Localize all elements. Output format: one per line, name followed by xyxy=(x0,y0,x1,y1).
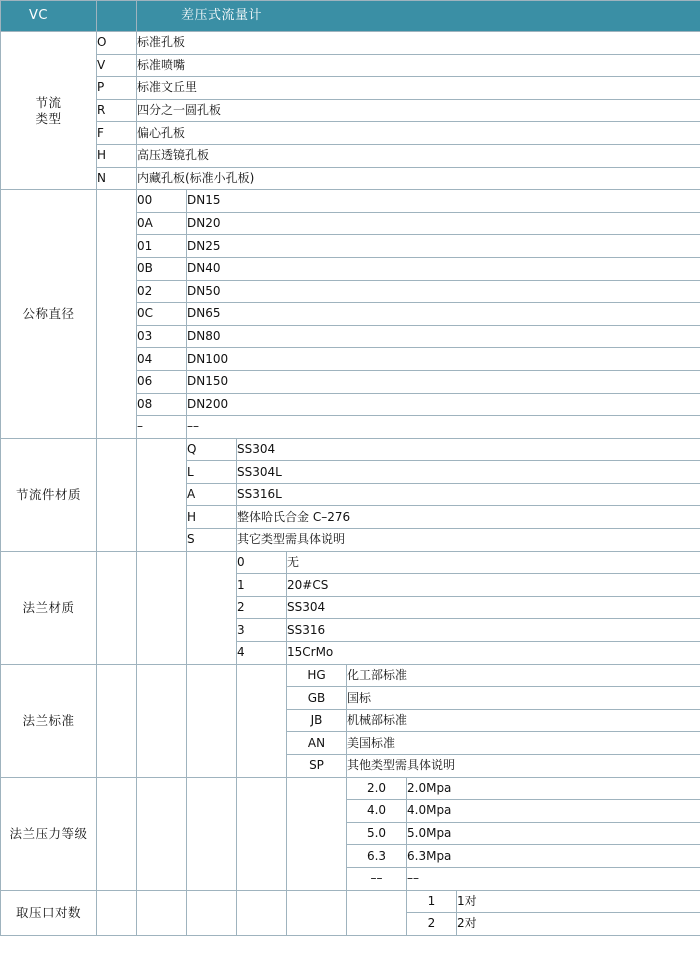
spec-code-cell: R xyxy=(97,99,137,122)
spec-description-cell: DN40 xyxy=(187,257,700,280)
spec-code-cell: HG xyxy=(287,664,347,687)
spec-description-cell: 国标 xyxy=(347,687,700,710)
spec-description-cell: 高压透镜孔板 xyxy=(137,144,700,167)
spec-offset-cell xyxy=(287,890,347,935)
spec-code-cell: – xyxy=(137,416,187,439)
spec-code-cell: S xyxy=(187,529,237,552)
spec-code-cell: AN xyxy=(287,732,347,755)
spec-description-cell: 2.0Mpa xyxy=(407,777,700,800)
spec-group-label-6 xyxy=(1,777,97,890)
spec-group-label-2 xyxy=(1,190,97,439)
spec-description-cell: SS304L xyxy=(237,461,700,484)
spec-description-cell: 20#CS xyxy=(287,574,700,597)
header-model-code: VC xyxy=(1,1,97,32)
spec-code-cell: 08 xyxy=(137,393,187,416)
spec-code-cell: 2 xyxy=(407,913,457,936)
spec-offset-cell xyxy=(187,664,237,777)
spec-description-cell: 4.0Mpa xyxy=(407,800,700,823)
spec-row xyxy=(1,190,700,213)
spec-description-cell: 标准孔板 xyxy=(137,32,700,55)
spec-offset-cell xyxy=(137,551,187,664)
spec-row xyxy=(1,99,700,122)
spec-description-cell: –– xyxy=(407,867,700,890)
spec-offset-cell xyxy=(137,890,187,935)
spec-code-cell: SP xyxy=(287,755,347,778)
spec-code-cell: A xyxy=(187,483,237,506)
spec-description-cell: 其它类型需具体说明 xyxy=(237,529,700,552)
spec-row xyxy=(1,777,700,800)
spec-group-label-5 xyxy=(1,664,97,777)
spec-code-cell: P xyxy=(97,77,137,100)
spec-offset-cell xyxy=(237,664,287,777)
spec-description-cell: 机械部标准 xyxy=(347,709,700,732)
spec-description-cell: –– xyxy=(187,416,700,439)
spec-offset-cell xyxy=(97,777,137,890)
spec-code-cell: 0A xyxy=(137,212,187,235)
spec-offset-cell xyxy=(287,777,347,890)
spec-group-label-line: 法兰材质 xyxy=(22,599,75,615)
spec-group-label-1 xyxy=(1,32,97,190)
spec-description-cell: 美国标准 xyxy=(347,732,700,755)
spec-row xyxy=(1,438,700,461)
spec-code-cell: 3 xyxy=(237,619,287,642)
spec-description-cell: 2对 xyxy=(457,913,700,936)
spec-code-cell: Q xyxy=(187,438,237,461)
spec-code-cell: H xyxy=(187,506,237,529)
spec-description-cell: 标准喷嘴 xyxy=(137,54,700,77)
spec-code-cell: H xyxy=(97,144,137,167)
spec-code-cell: JB xyxy=(287,709,347,732)
spec-offset-cell xyxy=(237,777,287,890)
spec-offset-cell xyxy=(137,777,187,890)
spec-description-cell: DN25 xyxy=(187,235,700,258)
spec-group-label-line: 法兰标准 xyxy=(22,712,75,728)
spec-code-cell: 02 xyxy=(137,280,187,303)
spec-offset-cell xyxy=(97,438,137,551)
spec-group-label-4 xyxy=(1,551,97,664)
spec-code-cell: 0 xyxy=(237,551,287,574)
spec-code-cell: 0C xyxy=(137,303,187,326)
spec-row xyxy=(1,890,700,913)
spec-offset-cell xyxy=(237,890,287,935)
spec-code-cell: 01 xyxy=(137,235,187,258)
spec-description-cell: 四分之一圆孔板 xyxy=(137,99,700,122)
spec-code-cell: 2.0 xyxy=(347,777,407,800)
spec-description-cell: 其他类型需具体说明 xyxy=(347,755,700,778)
spec-group-label-line: 法兰压力等级 xyxy=(9,825,88,841)
spec-group-label-line: 公称直径 xyxy=(22,306,75,322)
spec-description-cell: 1对 xyxy=(457,890,700,913)
spec-code-cell: L xyxy=(187,461,237,484)
spec-code-cell: F xyxy=(97,122,137,145)
spec-code-cell: 00 xyxy=(137,190,187,213)
spec-description-cell: DN150 xyxy=(187,370,700,393)
spec-code-cell: N xyxy=(97,167,137,190)
spec-code-cell: V xyxy=(97,54,137,77)
spec-code-cell: 1 xyxy=(237,574,287,597)
spec-row xyxy=(1,167,700,190)
spec-code-cell: GB xyxy=(287,687,347,710)
spec-description-cell: DN50 xyxy=(187,280,700,303)
spec-offset-cell xyxy=(97,890,137,935)
spec-group-label-line: 节流件材质 xyxy=(15,486,81,502)
spec-description-cell: DN80 xyxy=(187,325,700,348)
spec-code-cell: 0B xyxy=(137,257,187,280)
spec-code-cell: 6.3 xyxy=(347,845,407,868)
spec-code-cell: 06 xyxy=(137,370,187,393)
spec-offset-cell xyxy=(187,551,237,664)
spec-description-cell: 化工部标准 xyxy=(347,664,700,687)
spec-code-cell: –– xyxy=(347,867,407,890)
spec-offset-cell xyxy=(97,551,137,664)
spec-group-label-line: 取压口对数 xyxy=(15,904,81,920)
spec-offset-cell xyxy=(97,664,137,777)
spec-row xyxy=(1,54,700,77)
spec-offset-cell xyxy=(187,890,237,935)
spec-description-cell: 整体哈氏合金 C–276 xyxy=(237,506,700,529)
spec-code-cell: 2 xyxy=(237,596,287,619)
spec-row xyxy=(1,144,700,167)
spec-description-cell: DN100 xyxy=(187,348,700,371)
spec-description-cell: DN15 xyxy=(187,190,700,213)
spec-description-cell: 15CrMo xyxy=(287,642,700,665)
spec-code-cell: O xyxy=(97,32,137,55)
spec-code-cell: 4.0 xyxy=(347,800,407,823)
spec-offset-cell xyxy=(347,890,407,935)
spec-code-cell: 4 xyxy=(237,642,287,665)
spec-row xyxy=(1,77,700,100)
spec-offset-cell xyxy=(97,190,137,439)
spec-description-cell: 6.3Mpa xyxy=(407,845,700,868)
spec-description-cell: DN200 xyxy=(187,393,700,416)
spec-description-cell: SS316L xyxy=(237,483,700,506)
spec-description-cell: DN65 xyxy=(187,303,700,326)
spec-description-cell: DN20 xyxy=(187,212,700,235)
spec-description-cell: SS316 xyxy=(287,619,700,642)
spec-offset-cell xyxy=(137,664,187,777)
spec-row xyxy=(1,664,700,687)
spec-group-label-3 xyxy=(1,438,97,551)
spec-offset-cell xyxy=(187,777,237,890)
table-header-row xyxy=(1,1,700,32)
spec-description-cell: SS304 xyxy=(287,596,700,619)
spec-code-cell: 03 xyxy=(137,325,187,348)
spec-description-cell: 无 xyxy=(287,551,700,574)
spec-description-cell: 偏心孔板 xyxy=(137,122,700,145)
spec-description-cell: SS304 xyxy=(237,438,700,461)
spec-offset-cell xyxy=(137,438,187,551)
spec-group-label-7 xyxy=(1,890,97,935)
spec-code-cell: 1 xyxy=(407,890,457,913)
spec-row xyxy=(1,122,700,145)
spec-description-cell: 标准文丘里 xyxy=(137,77,700,100)
spec-row xyxy=(1,551,700,574)
spec-code-cell: 5.0 xyxy=(347,822,407,845)
spec-group-label-line: 节流 xyxy=(35,94,62,110)
spec-code-cell: 04 xyxy=(137,348,187,371)
spec-group-label-line: 类型 xyxy=(35,110,62,126)
header-spacer xyxy=(97,1,137,32)
spec-row xyxy=(1,32,700,55)
spec-description-cell: 内藏孔板(标准小孔板) xyxy=(137,167,700,190)
header-product-title: 差压式流量计 xyxy=(137,1,700,32)
spec-description-cell: 5.0Mpa xyxy=(407,822,700,845)
